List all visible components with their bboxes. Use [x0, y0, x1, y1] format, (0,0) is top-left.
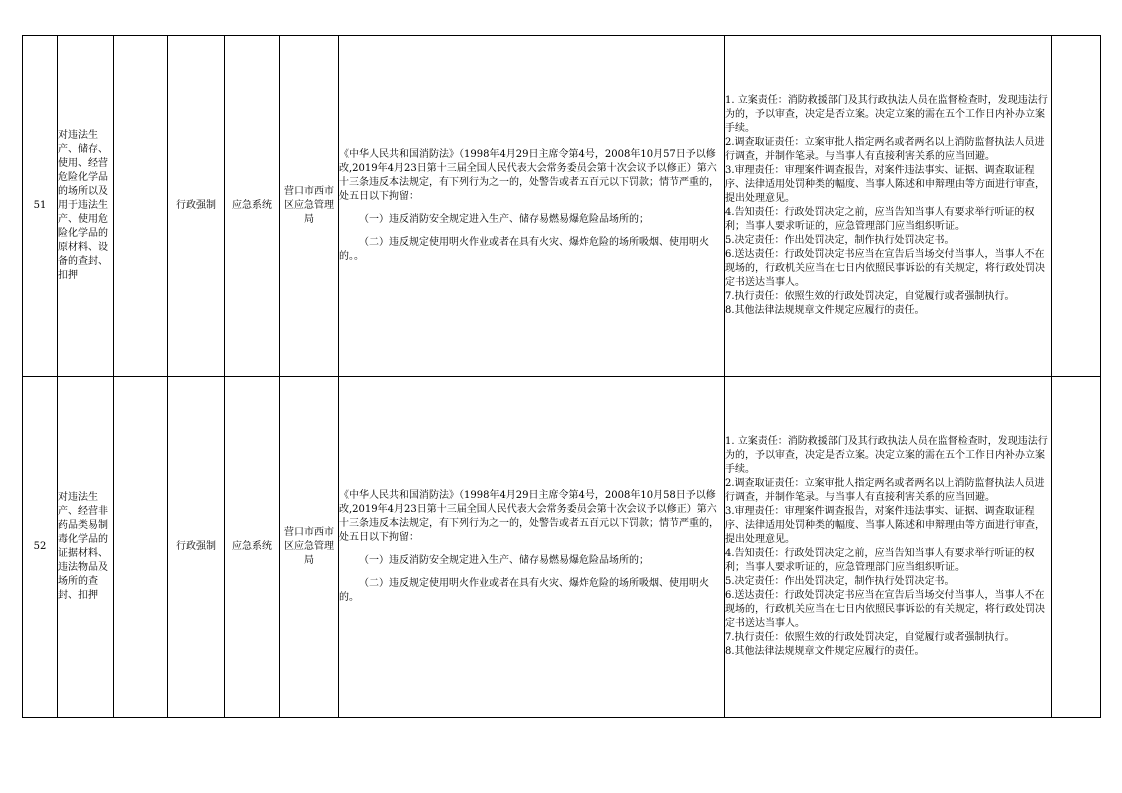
responsibility-item: 2.调查取证责任：立案审批人指定两名或者两名以上消防监督执法人员进行调查，并制作笔录。与当事人有直接利害关系的应当回避。	[725, 478, 1045, 503]
legal-basis	[339, 36, 725, 377]
responsibility-item: 7.执行责任：依照生效的行政处罚决定，自觉履行或者强制执行。	[725, 632, 1015, 643]
row-number: 52	[23, 377, 58, 718]
department: 营口市西市区应急管理局	[280, 377, 339, 718]
power-list-table	[22, 35, 1101, 718]
system-name: 应急系统	[225, 377, 280, 718]
item-code	[114, 36, 168, 377]
table-row	[23, 36, 1101, 377]
power-type: 行政强制	[168, 36, 225, 377]
responsibilities	[725, 36, 1052, 377]
responsibility-item: 5.决定责任：作出处罚决定，制作执行处罚决定书。	[725, 235, 955, 246]
responsibility-item: 3.审理责任：审理案件调查报告，对案件违法事实、证据、调查取证程序、法律适用处罚种类的幅度、当事人陈述和申辩理由等方面进行审查，提出处理意见。	[725, 506, 1045, 545]
legal-basis-main: 《中华人民共和国消防法》（1998年4月29日主席令第4号，2008年10月58日予以修改,2019年4月23日第十三届全国人民代表大会常务委员会第十次会议予以修正）第六十三条违反本法规定，有下列行为之一的，处警告或者五百元以下罚款；情节严重的，处五日以下拘留：	[339, 490, 719, 543]
responsibility-item: 6.送达责任：行政处罚决定书应当在宣告后当场交付当事人，当事人不在现场的，行政机关应当在七日内依照民事诉讼的有关规定，将行政处罚决定书送达当事人。	[725, 249, 1045, 288]
legal-basis-item: （二）违反规定使用明火作业或者在具有火灾、爆炸危险的场所吸烟、使用明火的。。	[339, 237, 709, 262]
responsibility-item: 4.告知责任：行政处罚决定之前，应当告知当事人有要求举行听证的权利；当事人要求听证的，应急管理部门应当组织听证。	[725, 548, 1035, 573]
responsibility-item: 1. 立案责任：消防救援部门及其行政执法人员在监督检查时，发现违法行为的，予以审查，决定是否立案。决定立案的需在五个工作日内补办立案手续。	[725, 436, 1048, 475]
responsibility-item: 8.其他法律法规规章文件规定应履行的责任。	[725, 305, 925, 316]
item-name: 对违法生产、储存、使用、经营危险化学品的场所以及用于违法生产、使用危险化学品的原材料、设备的查封、扣押	[58, 36, 114, 377]
responsibilities	[725, 377, 1052, 718]
legal-basis-item: （一）违反消防安全规定进入生产、储存易燃易爆危险品场所的；	[359, 214, 649, 225]
remark	[1052, 36, 1101, 377]
legal-basis	[339, 377, 725, 718]
responsibility-item: 1. 立案责任：消防救援部门及其行政执法人员在监督检查时，发现违法行为的，予以审查，决定是否立案。决定立案的需在五个工作日内补办立案手续。	[725, 95, 1048, 134]
legal-basis-item: （一）违反消防安全规定进入生产、储存易燃易爆危险品场所的；	[359, 555, 649, 566]
legal-basis-item: （二）违反规定使用明火作业或者在具有火灾、爆炸危险的场所吸烟、使用明火的。	[339, 578, 709, 603]
responsibility-item: 8.其他法律法规规章文件规定应履行的责任。	[725, 646, 925, 657]
remark	[1052, 377, 1101, 718]
item-code	[114, 377, 168, 718]
responsibility-item: 6.送达责任：行政处罚决定书应当在宣告后当场交付当事人，当事人不在现场的，行政机关应当在七日内依照民事诉讼的有关规定，将行政处罚决定书送达当事人。	[725, 590, 1045, 629]
legal-basis-main: 《中华人民共和国消防法》（1998年4月29日主席令第4号，2008年10月57日予以修改,2019年4月23日第十三届全国人民代表大会常务委员会第十次会议予以修正）第六十三条违反本法规定，有下列行为之一的，处警告或者五百元以下罚款；情节严重的，处五日以下拘留：	[339, 149, 719, 202]
row-number: 51	[23, 36, 58, 377]
department: 营口市西市区应急管理局	[280, 36, 339, 377]
responsibility-item: 2.调查取证责任：立案审批人指定两名或者两名以上消防监督执法人员进行调查，并制作笔录。与当事人有直接利害关系的应当回避。	[725, 137, 1045, 162]
responsibility-item: 7.执行责任：依照生效的行政处罚决定，自觉履行或者强制执行。	[725, 291, 1015, 302]
table-row	[23, 377, 1101, 718]
responsibility-item: 5.决定责任：作出处罚决定，制作执行处罚决定书。	[725, 576, 955, 587]
item-name: 对违法生产、经营非药品类易制毒化学品的证据材料、违法物品及场所的查封、扣押	[58, 377, 114, 718]
power-type: 行政强制	[168, 377, 225, 718]
responsibility-item: 3.审理责任：审理案件调查报告，对案件违法事实、证据、调查取证程序、法律适用处罚种类的幅度、当事人陈述和申辩理由等方面进行审查，提出处理意见。	[725, 165, 1045, 204]
responsibility-item: 4.告知责任：行政处罚决定之前，应当告知当事人有要求举行听证的权利；当事人要求听证的，应急管理部门应当组织听证。	[725, 207, 1035, 232]
system-name: 应急系统	[225, 36, 280, 377]
